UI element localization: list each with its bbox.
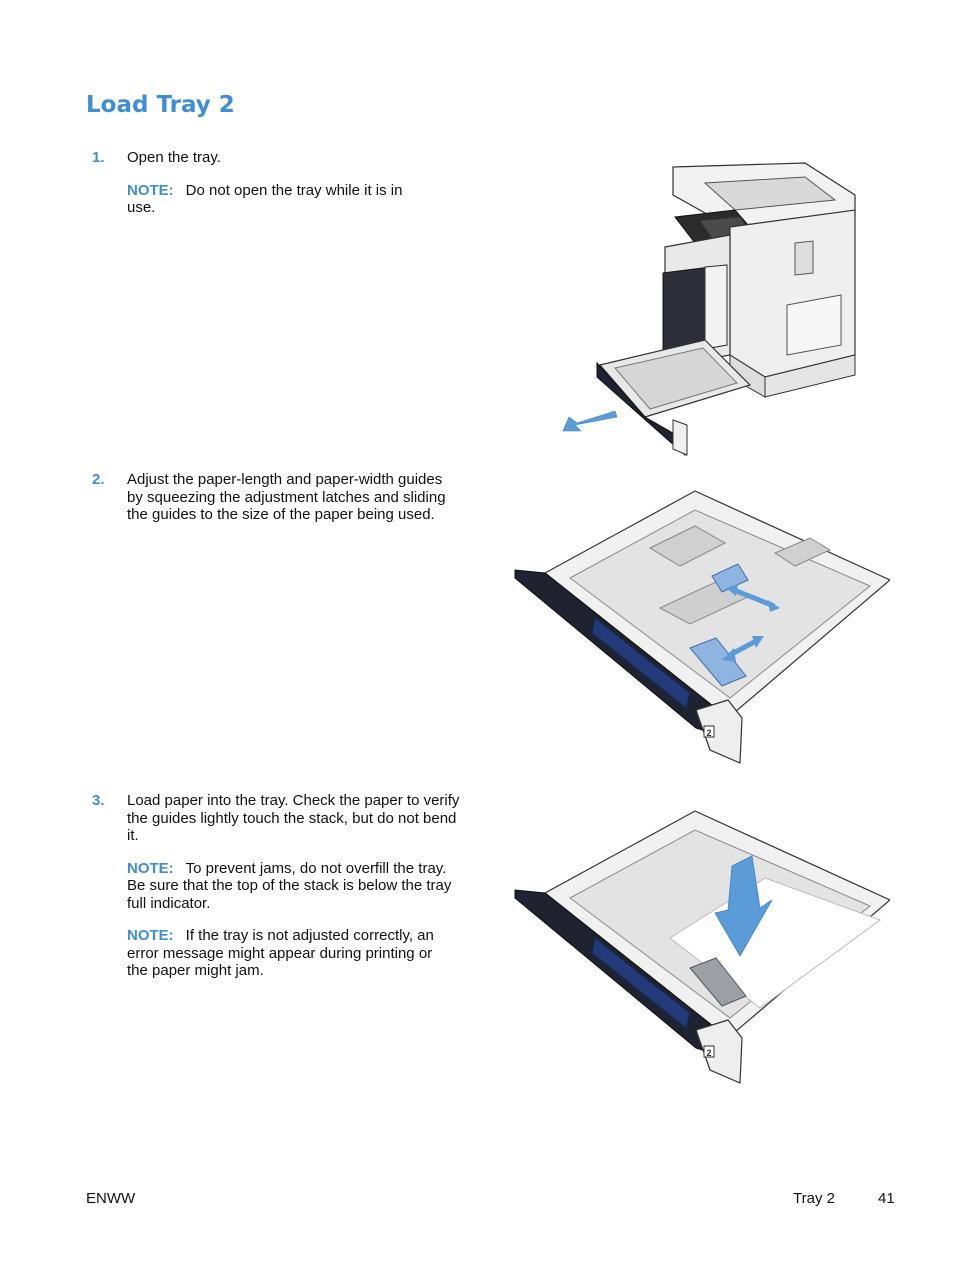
step-3 xyxy=(92,792,462,980)
note-text: If the tray is not adjusted correctly, an error message might appear during printing or the paper might jam. xyxy=(127,927,434,979)
footer-page-number: 41 xyxy=(878,1190,895,1207)
note-label: NOTE: xyxy=(127,859,174,877)
footer-section: Tray 2 xyxy=(793,1190,835,1207)
step-number: 3. xyxy=(92,792,105,809)
footer-doc-code: ENWW xyxy=(86,1190,136,1207)
note xyxy=(127,860,452,913)
note xyxy=(127,927,442,980)
step-text: Open the tray. xyxy=(127,149,221,166)
step-number: 1. xyxy=(92,149,105,166)
note-label: NOTE: xyxy=(127,927,174,944)
load-paper-illustration xyxy=(510,808,890,1090)
tray-number-label: 2 xyxy=(706,728,712,738)
note-label: NOTE: xyxy=(127,181,174,199)
printer-tray-open-illustration xyxy=(555,155,865,460)
step-1 xyxy=(92,149,462,217)
step-2 xyxy=(92,471,462,524)
note-text: To prevent jams, do not overfill the tray. Be sure that the top of the stack is below the tray full indicator. xyxy=(127,859,452,912)
note xyxy=(127,182,427,217)
tray-number-label: 2 xyxy=(706,1048,712,1058)
page-title: Load Tray 2 xyxy=(86,92,235,118)
step-text: Adjust the paper-length and paper-width guides by squeezing the adjustment latches and sliding the guides to the size of the paper being used. xyxy=(127,471,446,523)
step-text: Load paper into the tray. Check the paper to verify the guides lightly touch the stack, but do not bend it. xyxy=(127,792,460,844)
tray-guides-illustration xyxy=(510,488,890,770)
note-text: Do not open the tray while it is in use. xyxy=(127,181,403,216)
step-number: 2. xyxy=(92,471,105,488)
